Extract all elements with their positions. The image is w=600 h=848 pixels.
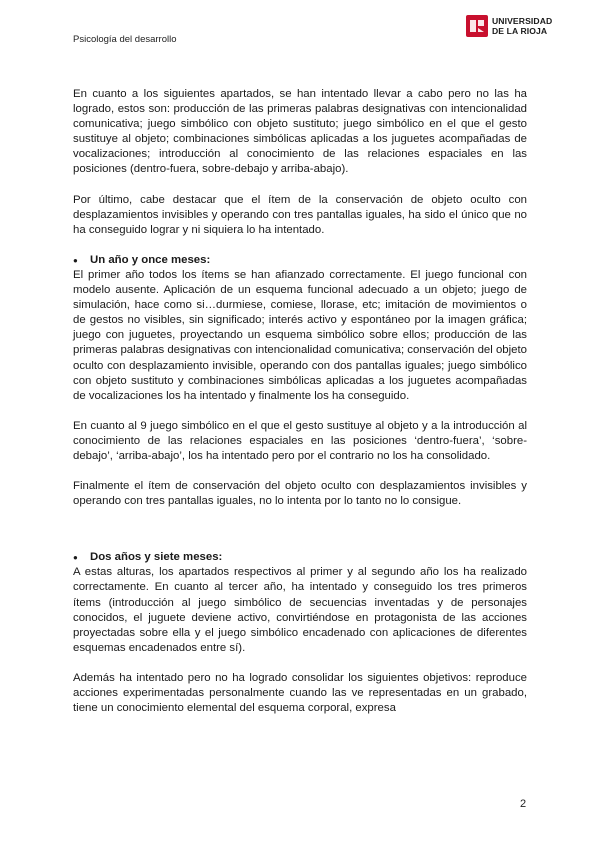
document-header-title: Psicología del desarrollo: [73, 34, 177, 45]
paragraph-3: El primer año todos los ítems se han afianzado correctamente. El juego funcional con modelo ausente. Aplicación de un esquema funcional adecuado a un objeto; juego de simulación, hace como si…durmiese, comiese, llorase, etc; imitación de movimientos o de gestos no visibles, sin significado; interés activo y espontáneo por la imagen gráfica; juego con juguetes, proyectando un esquema simbólico sobre ellos; producción de las primeras palabras designativas con intencionalidad comunicativa; conservación del objeto oculto con desplazamiento invisible, operando con dos pantallas iguales; juego simbólico con objeto sustituto y combinaciones simbólicas aplicadas a los juguetes acompañadas de vocalizaciones los ha intentado y finalmente los ha conseguido.: [73, 268, 527, 402]
section-heading-two-years-seven-months: ● Dos años y siete meses:: [73, 550, 527, 565]
university-logo: [466, 13, 566, 43]
section-heading-one-year-eleven-months: ● Un año y once meses:: [73, 253, 527, 268]
page-number: 2: [520, 798, 527, 810]
paragraph-2: Por último, cabe destacar que el ítem de la conservación de objeto oculto con desplazamientos invisibles y operando con tres pantallas iguales, ha sido el único que no ha conseguido lograr y ni siquiera lo ha intentado.: [73, 193, 527, 236]
paragraph-1: En cuanto a los siguientes apartados, se han intentado llevar a cabo pero no las ha logrado, estos son: producción de las primeras palabras designativas con intencionalidad comunicativa; juego simbólico con objeto sustituto; juego simbólico en el que el gesto sustituye al objeto; combinaciones simbólicas aplicadas a los juguetes acompañadas de vocalizaciones; introducción al conocimiento de las relaciones espaciales en las posiciones (dentro-fuera, sobre-debajo y arriba-abajo).: [73, 88, 527, 176]
university-logo-text: UNIVERSIDAD DE LA RIOJA: [492, 16, 553, 36]
paragraph-6: A estas alturas, los apartados respectivos al primer y al segundo año los ha realizado correctamente. En cuanto al tercer año, ha intentado y conseguido los tres primeros ítems (introducción al juego simbólico de secuencias inventadas y de personajes conocidos, el juguete deviene activo, convirtiéndose en protagonista de las acciones proyectadas sobre ella y el juego simbólico encadenado con aplicaciones de diferentes esquemas encadenados entre sí).: [73, 566, 527, 654]
paragraph-4: En cuanto al 9 juego simbólico en el que el gesto sustituye al objeto y a la introducción al conocimiento de las relaciones espaciales en las posiciones ‘dentro-fuera’, ‘sobre-debajo’, ‘arriba-abajo’, los ha intentado pero por el contrario no los ha consolidado.: [73, 419, 527, 462]
university-logo-icon: [466, 15, 488, 37]
document-body: [73, 87, 527, 731]
paragraph-5: Finalmente el ítem de conservación del objeto oculto con desplazamientos invisibles y operando con tres pantallas iguales, no lo intenta por lo tanto no lo consigue.: [73, 480, 527, 508]
paragraph-7: Además ha intentado pero no ha logrado consolidar los siguientes objetivos: reproduce acciones experimentadas personalmente cuando las ve representadas en un grabado, tiene un conocimiento elemental del esquema corporal, expresa: [73, 671, 527, 715]
